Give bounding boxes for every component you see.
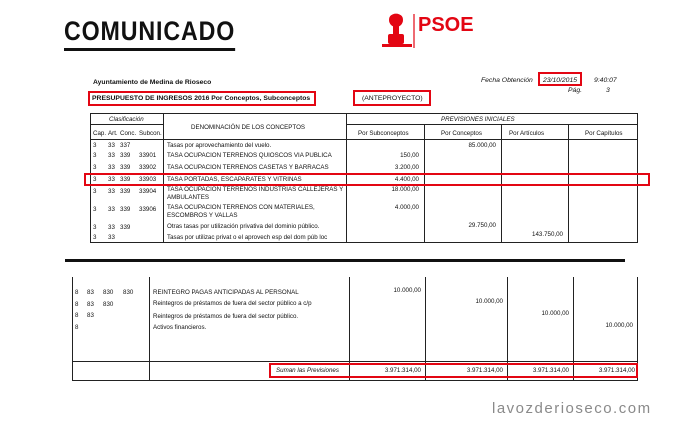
anteproyecto-label: (ANTEPROYECTO) xyxy=(362,95,423,102)
header-por-articulos: Por Artículos xyxy=(509,130,545,137)
section-divider xyxy=(65,259,625,262)
header-denominacion: DENOMINACIÓN DE LOS CONCEPTOS xyxy=(191,124,306,131)
header-cap: Cap. xyxy=(93,130,107,137)
doc-subtitle: PRESUPUESTO DE INGRESOS 2016 Por Conceptos, Subconceptos xyxy=(92,95,311,102)
totals-label: Suman las Previsiones xyxy=(276,367,339,374)
page-title: COMUNICADO xyxy=(64,14,235,51)
header-conc: Conc. xyxy=(120,130,137,137)
total-articulos: 3.971.314,00 xyxy=(532,367,569,374)
header-por-capitulos: Por Capítulos xyxy=(585,130,623,137)
budget-table-bottom: 8 83 830 830 REINTEGRO PAGAS ANTICIPADAS AL PERSONAL 10.000,00 8 83 830 Reintegros de préstamos de fuera del sector público a c/p 10.000,00 8 83 Reintegros de préstamos de fuera del sector público. 10.000,00 8 Activos financieros. 10.000,00 Suman las Previsiones 3.971.314,00 3.971.314,00 3.971.314,00 3.971.314,00 xyxy=(72,277,638,381)
header-subcon: Subcon. xyxy=(139,130,162,137)
watermark-text: lavozderioseco.com xyxy=(492,400,652,417)
totals-highlight xyxy=(269,363,638,378)
header-por-subconceptos: Por Subconceptos xyxy=(358,130,409,137)
total-capitulos: 3.971.314,00 xyxy=(598,367,635,374)
anteproyecto-highlight xyxy=(353,90,431,106)
fecha-highlight xyxy=(538,72,582,86)
total-subconceptos: 3.971.314,00 xyxy=(384,367,421,374)
subtitle-highlight xyxy=(88,91,316,106)
hora-value: 9:40:07 xyxy=(594,77,617,84)
entity-name: Ayuntamiento de Medina de Rioseco xyxy=(93,79,212,86)
header-clasificacion: Clasificación xyxy=(109,116,144,123)
row-highlight-33903 xyxy=(84,173,650,186)
fecha-label: Fecha Obtención xyxy=(481,77,533,84)
header-previsiones: PREVISIONES INICIALES xyxy=(441,116,515,123)
pag-value: 3 xyxy=(606,87,610,94)
budget-table-top: Clasificación Cap. Art. Conc. Subcon. DENOMINACIÓN DE LOS CONCEPTOS PREVISIONES INICIALES Por Subconceptos Por Conceptos Por Artículos Por Capítulos 3 33 337 Tasas por aprovechamiento del vuelo. 85.000,00 3 33 339 33901 TASA OCUPACION TERRENOS QUIOSCOS VIA PUBLICA 150,00 3 33 339 33902 TASA OCUPACION TERRENOS CASETAS Y BARRACAS 3.200,00 3 33 339 33903 TASA PORTADAS, ESCAPARATES Y VITRINAS 4.400,00 3 33 339 33904 TASA OCUPACION TERRENOS INDUSTRIAS CALLEJERAS Y AMBULANTES 18.000,00 3 33 339 33906 TASA OCUPACION TERRENOS CON MATERIALES, ESCOMBROS Y VALLAS 4.000,00 3 33 339 Otras tasas por utilización privativa del dominio público. 29.750,00 3 33 Tasas por utilizac privat o el aprovech esp del dom púb loc 143.750,00 xyxy=(90,113,638,243)
header-art: Art. xyxy=(108,130,118,137)
header-por-conceptos: Por Conceptos xyxy=(441,130,482,137)
fecha-value: 23/10/2015 xyxy=(543,77,578,84)
total-conceptos: 3.971.314,00 xyxy=(466,367,503,374)
brand-name: PSOE xyxy=(418,14,474,36)
pag-label: Pág. xyxy=(568,87,582,94)
